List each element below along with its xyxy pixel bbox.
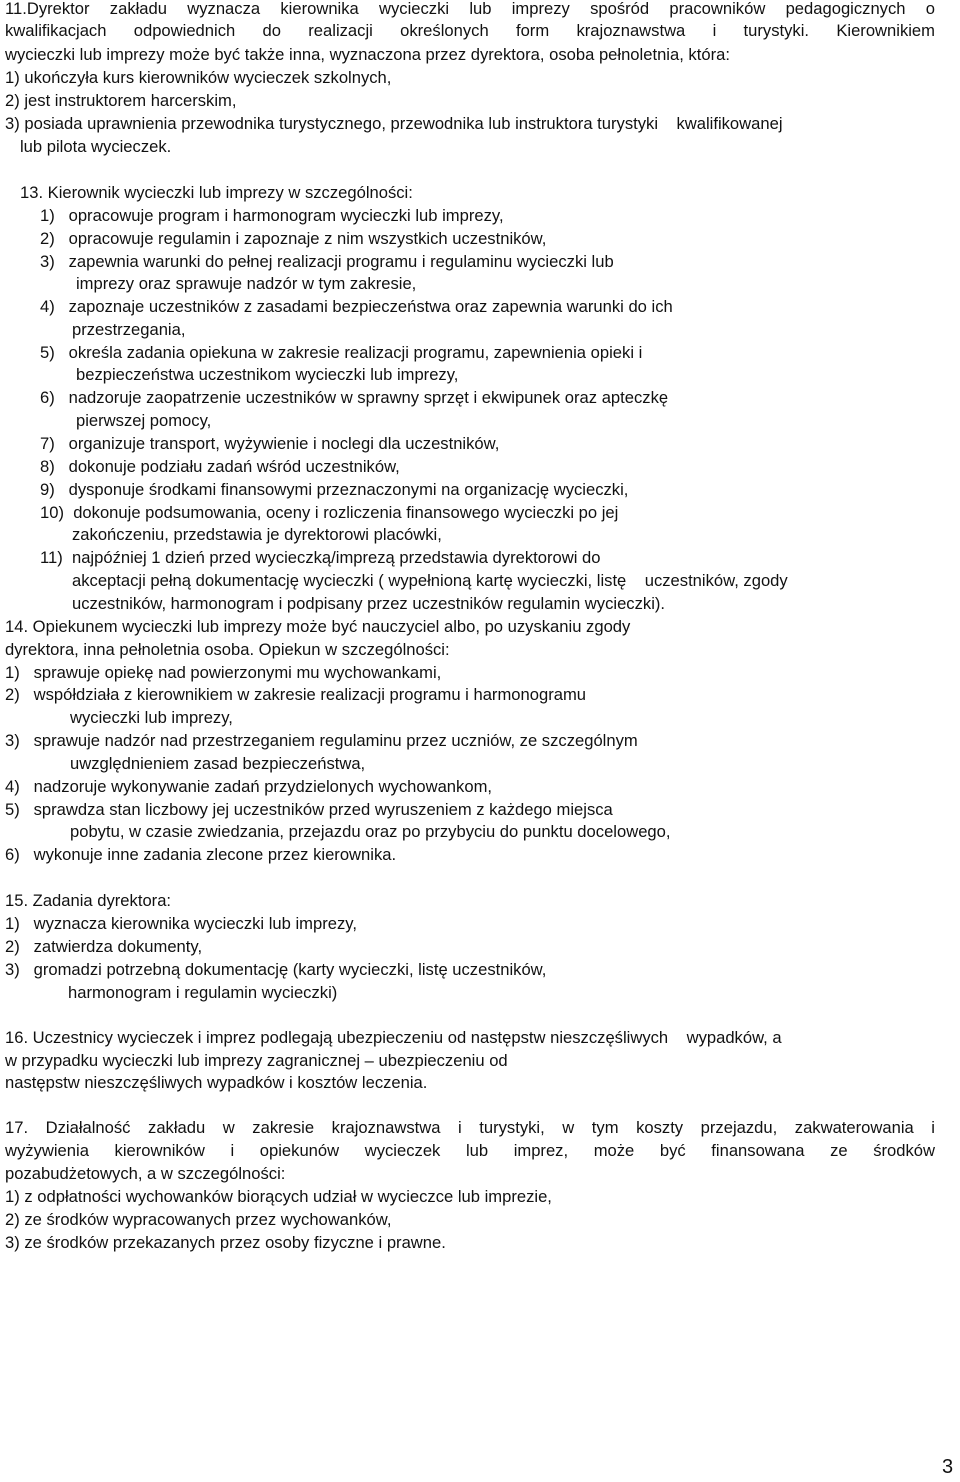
section-13-item-cont: zakończeniu, przedstawia je dyrektorowi placówki, — [72, 525, 442, 544]
section-14-item-cont: uwzględnieniem zasad bezpieczeństwa, — [70, 754, 366, 773]
section-13-item: 4) zapoznaje uczestników z zasadami bezpieczeństwa oraz zapewnia warunki do ich — [40, 297, 673, 316]
section-13-heading: 13. Kierownik wycieczki lub imprezy w szczególności: — [20, 183, 413, 202]
section-13-item-cont: uczestników, harmonogram i podpisany przez uczestników regulamin wycieczki). — [72, 594, 666, 613]
section-16-line: 16. Uczestnicy wycieczek i imprez podlegają ubezpieczeniu od następstw nieszczęśliwych wypadków, a — [5, 1028, 782, 1047]
section-11-item: 1) ukończyła kurs kierowników wycieczek szkolnych, — [5, 68, 392, 87]
section-11-line: wycieczki lub imprezy może być także inna, wyznaczona przez dyrektora, osoba pełnoletnia, która: — [5, 45, 730, 64]
section-17-item: 3) ze środków przekazanych przez osoby fizyczne i prawne. — [5, 1233, 446, 1252]
section-13-item-cont: akceptacji pełną dokumentację wycieczki ( wypełnioną kartę wycieczki, listę uczestników, zgody — [72, 571, 788, 590]
section-15-item-cont: harmonogram i regulamin wycieczki) — [68, 983, 338, 1002]
section-13-item-cont: pierwszej pomocy, — [76, 411, 212, 430]
section-15-heading: 15. Zadania dyrektora: — [5, 891, 172, 910]
section-13-item: 11) najpóźniej 1 dzień przed wycieczką/imprezą przedstawia dyrektorowi do — [40, 548, 601, 567]
section-14-line: dyrektora, inna pełnoletnia osoba. Opiekun w szczególności: — [5, 640, 450, 659]
section-17-line: pozabudżetowych, a w szczególności: — [5, 1164, 286, 1183]
section-15-item: 2) zatwierdza dokumenty, — [5, 937, 203, 956]
section-13-item: 9) dysponuje środkami finansowymi przeznaczonymi na organizację wycieczki, — [40, 480, 629, 499]
section-13-item: 5) określa zadania opiekuna w zakresie realizacji programu, zapewnienia opieki i — [40, 343, 643, 362]
section-11-line: 11.Dyrektor zakładu wyznacza kierownika wycieczki lub imprezy spośród pracowników pedagogicznych o — [5, 0, 935, 18]
section-14-item: 4) nadzoruje wykonywanie zadań przydzielonych wychowankom, — [5, 777, 492, 796]
section-11-item: 2) jest instruktorem harcerskim, — [5, 91, 237, 110]
section-17-item: 2) ze środków wypracowanych przez wychowanków, — [5, 1210, 392, 1229]
section-13-item: 10) dokonuje podsumowania, oceny i rozliczenia finansowego wycieczki po jej — [40, 503, 619, 522]
section-13-item-cont: przestrzegania, — [72, 320, 186, 339]
section-17-line: 17. Działalność zakładu w zakresie krajoznawstwa i turystyki, w tym koszty przejazdu, zakwaterowania i — [5, 1118, 935, 1137]
section-13-item: 8) dokonuje podziału zadań wśród uczestników, — [40, 457, 400, 476]
section-11-line: kwalifikacjach odpowiednich do realizacji określonych form krajoznawstwa i turystyki. Kierownikiem — [5, 21, 935, 40]
section-13-item: 3) zapewnia warunki do pełnej realizacji programu i regulaminu wycieczki lub — [40, 252, 614, 271]
section-13-item: 1) opracowuje program i harmonogram wycieczki lub imprezy, — [40, 206, 504, 225]
section-14-item: 2) współdziała z kierownikiem w zakresie realizacji programu i harmonogramu — [5, 685, 586, 704]
section-16-line: następstw nieszczęśliwych wypadków i kosztów leczenia. — [5, 1073, 428, 1092]
section-13-item: 7) organizuje transport, wyżywienie i noclegi dla uczestników, — [40, 434, 500, 453]
page-number: 3 — [942, 1456, 954, 1478]
section-15-item: 3) gromadzi potrzebną dokumentację (karty wycieczki, listę uczestników, — [5, 960, 547, 979]
section-14-item: 3) sprawuje nadzór nad przestrzeganiem regulaminu przez uczniów, ze szczególnym — [5, 731, 638, 750]
section-17-line: wyżywienia kierowników i opiekunów wycieczek lub imprez, może być finansowana ze środków — [5, 1141, 935, 1160]
section-13-item: 6) nadzoruje zaopatrzenie uczestników w sprawny sprzęt i ekwipunek oraz apteczkę — [40, 388, 669, 407]
section-14-item-cont: pobytu, w czasie zwiedzania, przejazdu oraz po przybyciu do punktu docelowego, — [70, 822, 671, 841]
section-14-item-cont: wycieczki lub imprezy, — [70, 708, 233, 727]
section-11-item-cont: lub pilota wycieczek. — [20, 137, 172, 156]
section-13-item-cont: imprezy oraz sprawuje nadzór w tym zakresie, — [76, 274, 417, 293]
section-14-line: 14. Opiekunem wycieczki lub imprezy może być nauczyciel albo, po uzyskaniu zgody — [5, 617, 631, 636]
section-17-item: 1) z odpłatności wychowanków biorących udział w wycieczce lub imprezie, — [5, 1187, 552, 1206]
section-11-item: 3) posiada uprawnienia przewodnika turystycznego, przewodnika lub instruktora turystyki kwalifikowanej — [5, 114, 783, 133]
section-13-item-cont: bezpieczeństwa uczestnikom wycieczki lub imprezy, — [76, 365, 459, 384]
section-15-item: 1) wyznacza kierownika wycieczki lub imprezy, — [5, 914, 357, 933]
section-14-item: 1) sprawuje opiekę nad powierzonymi mu wychowankami, — [5, 663, 442, 682]
section-14-item: 6) wykonuje inne zadania zlecone przez kierownika. — [5, 845, 397, 864]
section-13-item: 2) opracowuje regulamin i zapoznaje z nim wszystkich uczestników, — [40, 229, 547, 248]
section-14-item: 5) sprawdza stan liczbowy jej uczestników przed wyruszeniem z każdego miejsca — [5, 800, 613, 819]
section-16-line: w przypadku wycieczki lub imprezy zagranicznej – ubezpieczeniu od — [5, 1051, 508, 1070]
